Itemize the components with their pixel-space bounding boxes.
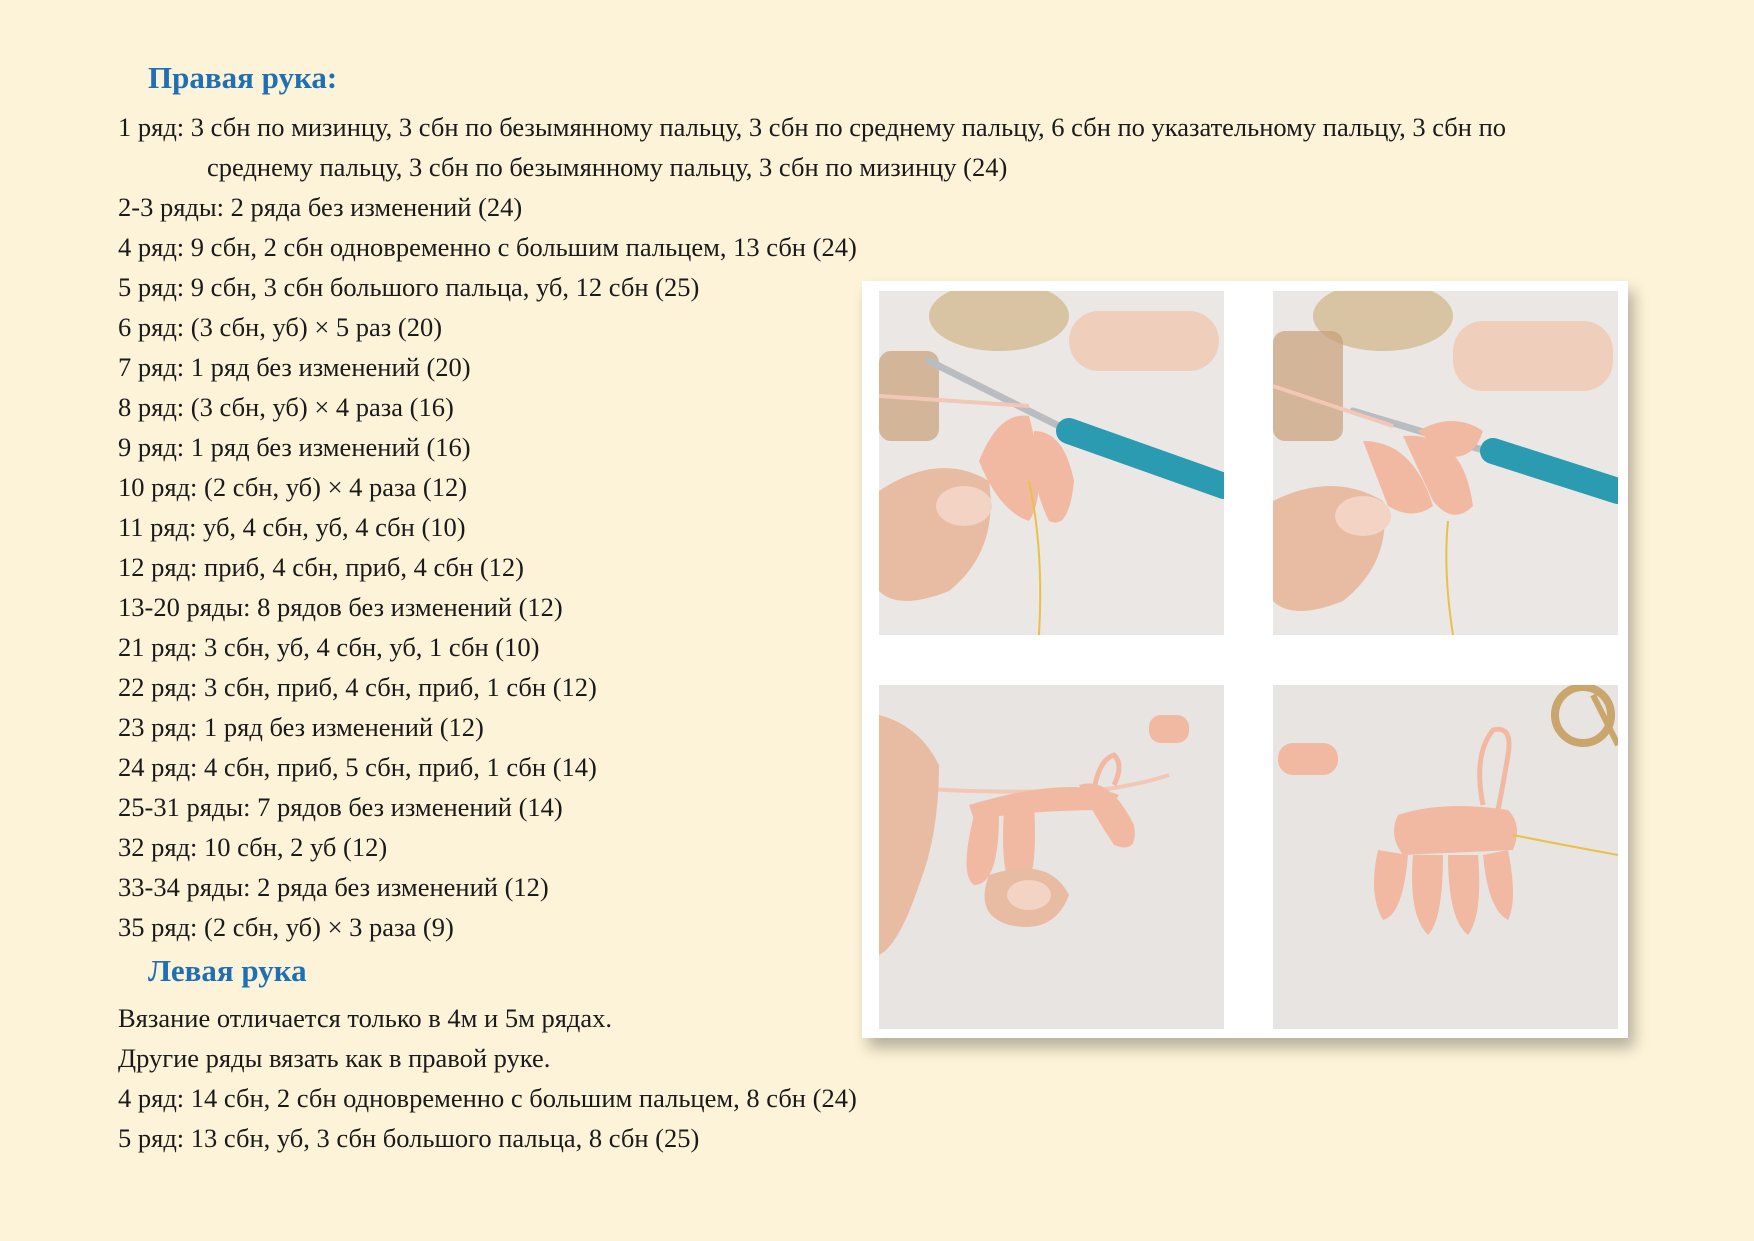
row-line: Вязание отличается только в 4м и 5м рядах. [118, 1003, 613, 1033]
row-line: 25-31 ряды: 7 рядов без изменений (14) [118, 792, 563, 822]
row-line: 2-3 ряды: 2 ряда без изменений (24) [118, 192, 523, 222]
row-line: 8 ряд: (3 сбн, уб) × 4 раза (16) [118, 392, 454, 422]
row-line: 12 ряд: приб, 4 сбн, приб, 4 сбн (12) [118, 552, 525, 582]
row-line: 21 ряд: 3 сбн, уб, 4 сбн, уб, 1 сбн (10) [118, 632, 540, 662]
row-line: 22 ряд: 3 сбн, приб, 4 сбн, приб, 1 сбн (12) [118, 672, 597, 702]
row-line: 10 ряд: (2 сбн, уб) × 4 раза (12) [118, 472, 468, 502]
row-line-continuation: среднему пальцу, 3 сбн по безымянному пальцу, 3 сбн по мизинцу (24) [207, 152, 1008, 182]
row-line: 4 ряд: 9 сбн, 2 сбн одновременно с большим пальцем, 13 сбн (24) [118, 232, 857, 262]
photo-collage [862, 281, 1628, 1038]
row-line: 35 ряд: (2 сбн, уб) × 3 раза (9) [118, 912, 454, 942]
row-line: 6 ряд: (3 сбн, уб) × 5 раз (20) [118, 312, 443, 342]
row-line: 33-34 ряды: 2 ряда без изменений (12) [118, 872, 549, 902]
row-line: 5 ряд: 9 сбн, 3 сбн большого пальца, уб, 12 сбн (25) [118, 272, 700, 302]
row-line: 24 ряд: 4 сбн, приб, 5 сбн, приб, 1 сбн (14) [118, 752, 597, 782]
row-line: 7 ряд: 1 ряд без изменений (20) [118, 352, 471, 382]
row-line: 1 ряд: 3 сбн по мизинцу, 3 сбн по безымянному пальцу, 3 сбн по среднему пальцу, 6 сбн по указательному пальцу, 3 сбн по [118, 112, 1507, 142]
row-line: 32 ряд: 10 сбн, 2 уб (12) [118, 832, 388, 862]
left-hand-heading: Левая рука [148, 953, 307, 988]
photo-step-1 [879, 291, 1224, 635]
photo-step-4 [1273, 685, 1618, 1029]
right-hand-heading: Правая рука: [148, 60, 338, 95]
row-line: 11 ряд: уб, 4 сбн, уб, 4 сбн (10) [118, 512, 466, 542]
row-line: 13-20 ряды: 8 рядов без изменений (12) [118, 592, 563, 622]
row-line: 23 ряд: 1 ряд без изменений (12) [118, 712, 484, 742]
row-line: 9 ряд: 1 ряд без изменений (16) [118, 432, 471, 462]
row-line: 5 ряд: 13 сбн, уб, 3 сбн большого пальца, 8 сбн (25) [118, 1123, 700, 1153]
row-line: Другие ряды вязать как в правой руке. [118, 1043, 551, 1073]
photo-step-3 [879, 685, 1224, 1029]
row-line: 4 ряд: 14 сбн, 2 сбн одновременно с большим пальцем, 8 сбн (24) [118, 1083, 857, 1113]
photo-step-2 [1273, 291, 1618, 635]
